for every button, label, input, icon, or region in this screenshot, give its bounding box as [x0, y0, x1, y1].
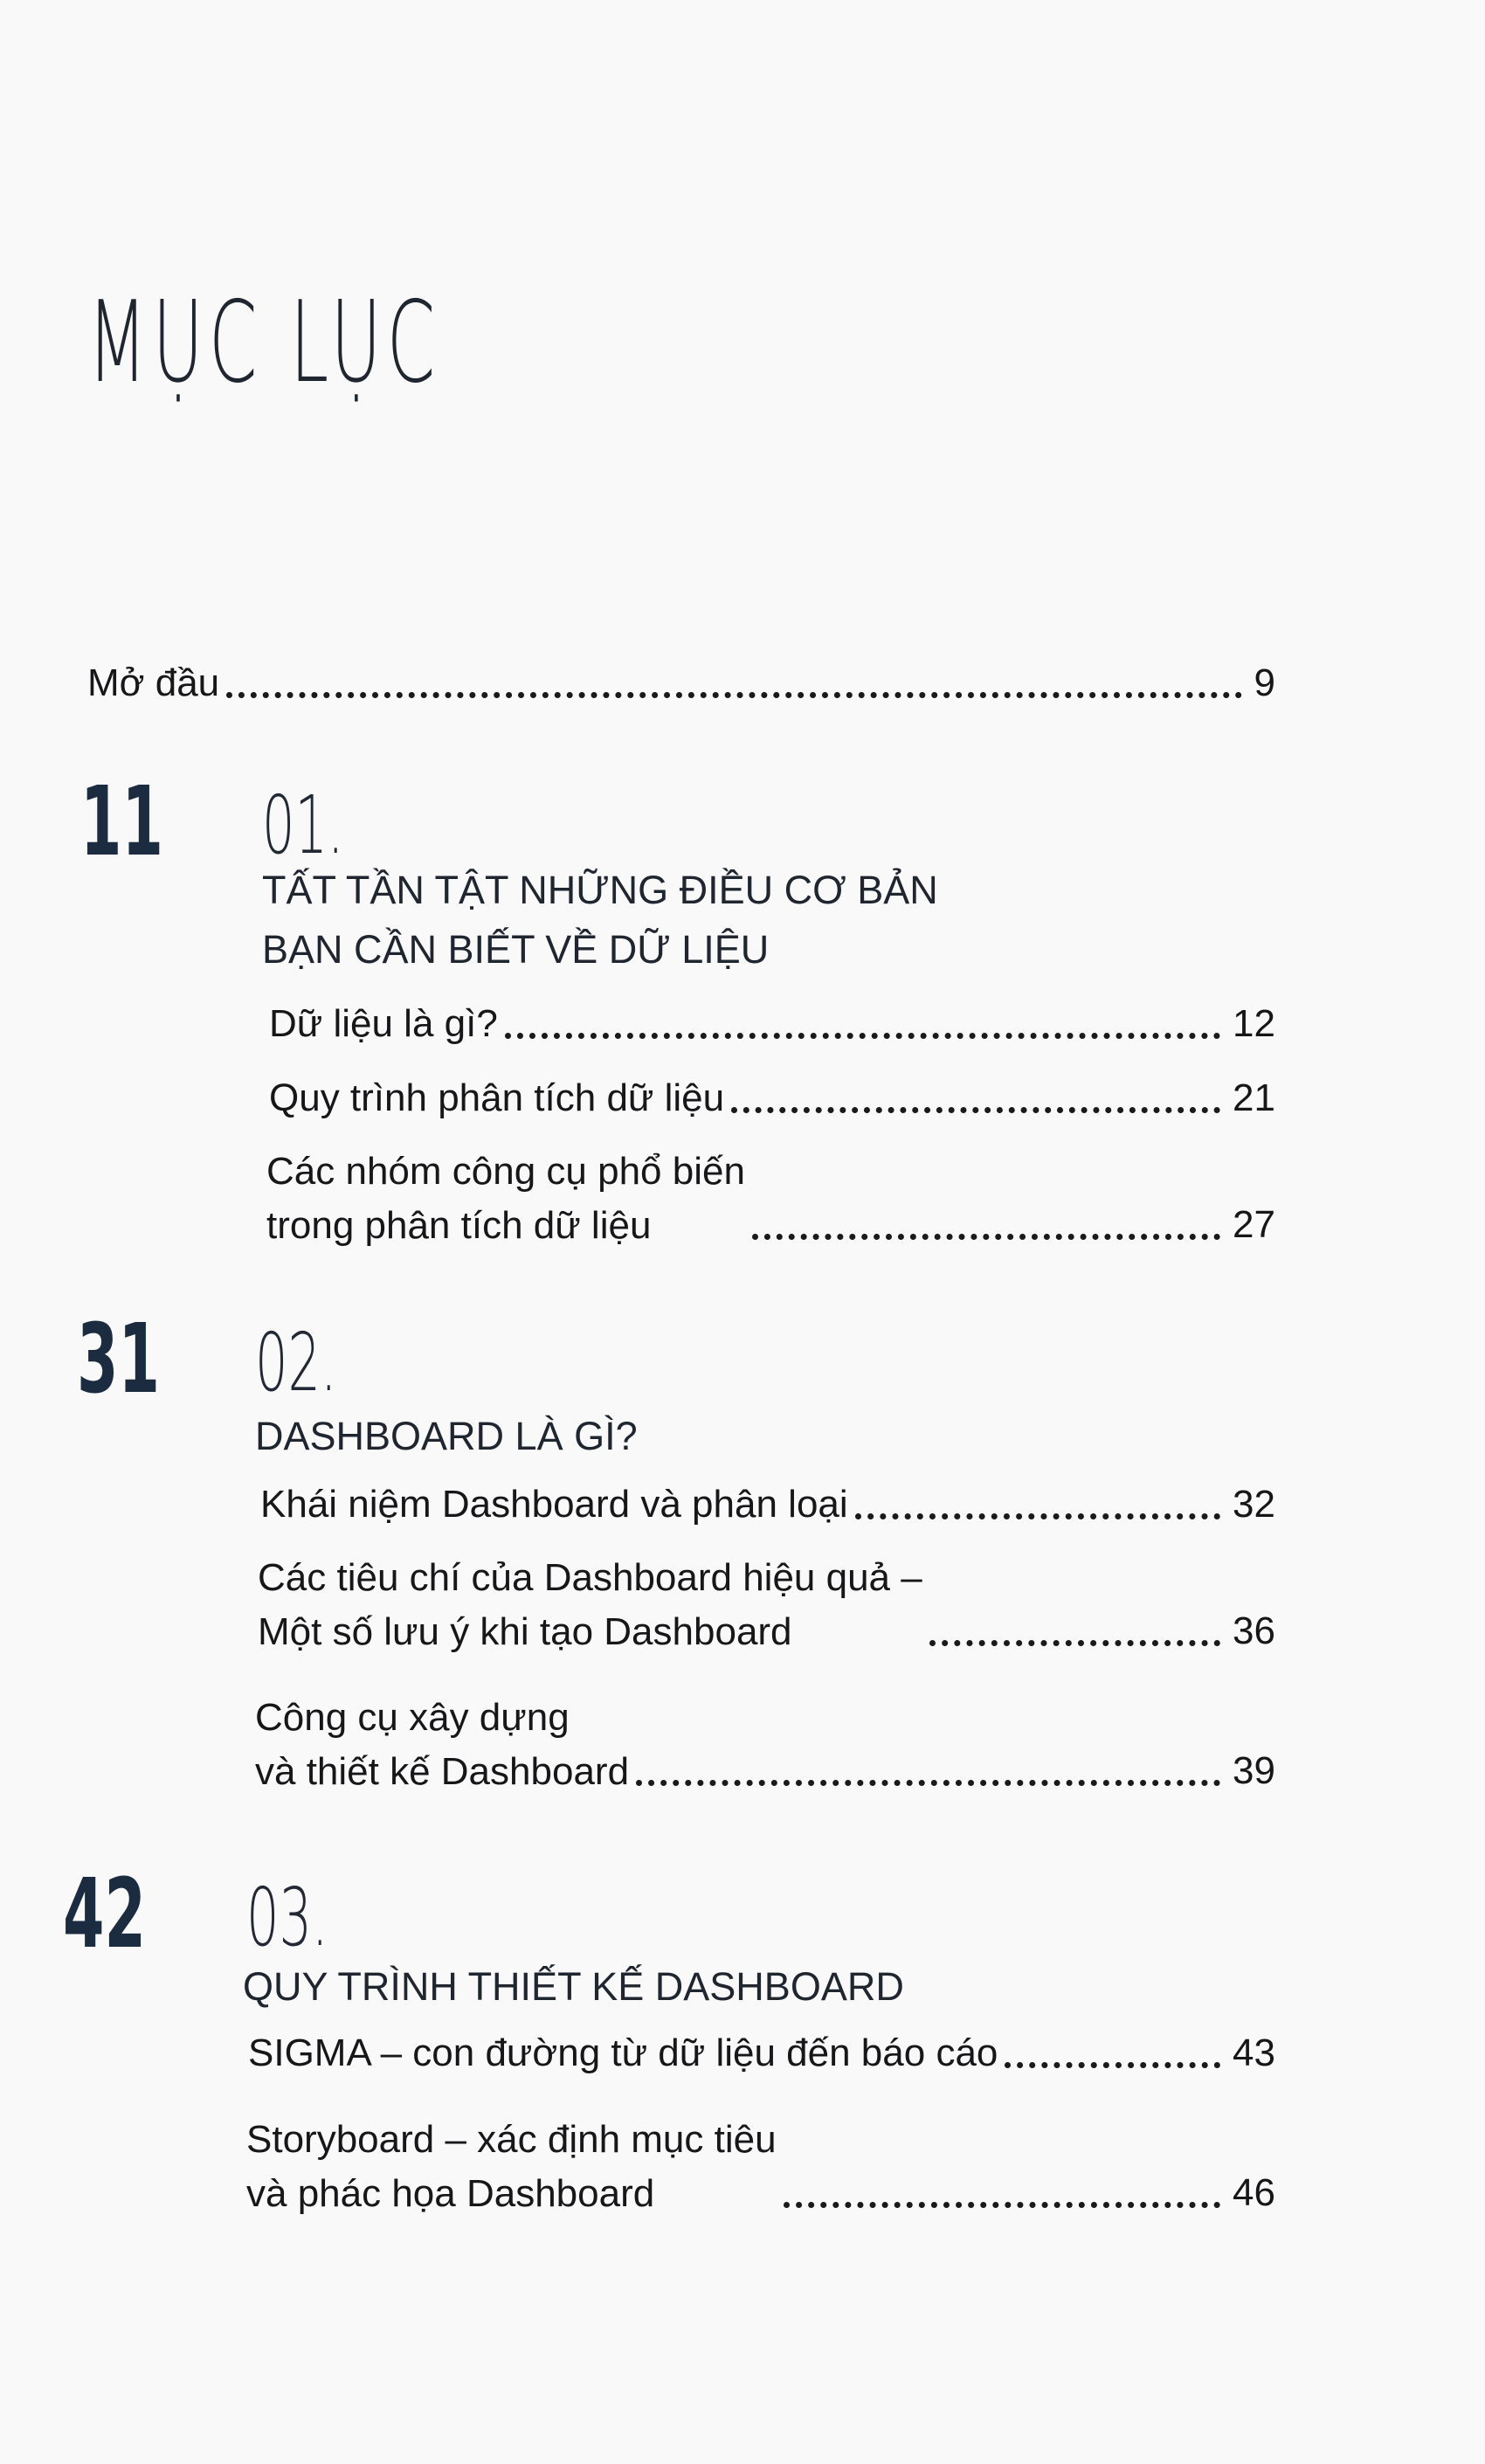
- entry-page-number: 21: [1233, 1076, 1275, 1119]
- toc-entry[interactable]: [260, 1477, 1275, 1533]
- entry-label: Quy trình phân tích dữ liệu: [269, 1076, 725, 1119]
- entry-label: Khái niệm Dashboard và phân loại: [260, 1483, 848, 1526]
- toc-entry[interactable]: [246, 2113, 1275, 2221]
- entry-page-number: 9: [1254, 661, 1275, 704]
- toc-entry-intro[interactable]: [87, 655, 1275, 711]
- chapter-start-page: 31: [77, 1303, 160, 1415]
- chapter-number: 02.: [255, 1316, 337, 1409]
- entry-page-number: 43: [1233, 2031, 1275, 2074]
- entry-label: Các tiêu chí của Dashboard hiệu quả – Một số lưu ý khi tạo Dashboard: [258, 1556, 922, 1653]
- entry-page-number: 46: [1233, 2171, 1275, 2214]
- dot-leader: [752, 1234, 1220, 1240]
- chapter-title: DASHBOARD LÀ GÌ?: [255, 1414, 638, 1458]
- entry-label: Dữ liệu là gì?: [269, 1002, 498, 1045]
- entry-page-number: 39: [1233, 1749, 1275, 1792]
- entry-label: Các nhóm công cụ phổ biến trong phân tích dữ liệu: [266, 1150, 745, 1247]
- chapter-number: 03.: [246, 1871, 328, 1964]
- entry-label: Công cụ xây dựng và thiết kế Dashboard: [255, 1696, 630, 1793]
- entry-page-number: 27: [1233, 1203, 1275, 1246]
- chapter-title: TẤT TẦN TẬT NHỮNG ĐIỀU CƠ BẢN BẠN CẦN BIẾT VỀ DỮ LIỆU: [262, 868, 938, 972]
- toc-entry[interactable]: [269, 1070, 1275, 1126]
- dot-leader: [855, 1513, 1220, 1519]
- entry-label: Mở đầu: [87, 661, 220, 704]
- toc-entry[interactable]: [255, 1691, 1275, 1799]
- dot-leader: [929, 1640, 1220, 1646]
- entry-label: SIGMA – con đường từ dữ liệu đến báo cáo: [248, 2031, 998, 2074]
- dot-leader: [784, 2202, 1221, 2208]
- entry-page-number: 12: [1233, 1002, 1275, 1045]
- dot-leader: [731, 1107, 1220, 1113]
- toc-entry[interactable]: [248, 2025, 1275, 2081]
- chapter-title: QUY TRÌNH THIẾT KẾ DASHBOARD: [243, 1964, 904, 2009]
- dot-leader: [505, 1033, 1220, 1039]
- toc-entry[interactable]: [258, 1551, 1275, 1659]
- entry-label: Storyboard – xác định mục tiêu và phác họa Dashboard: [246, 2118, 777, 2215]
- entry-page-number: 36: [1233, 1609, 1275, 1652]
- toc-entry[interactable]: [269, 996, 1275, 1052]
- toc-entry[interactable]: [266, 1145, 1275, 1253]
- dot-leader: [636, 1780, 1220, 1786]
- toc-title: MỤC LỤC: [87, 278, 441, 408]
- dot-leader: [1005, 2062, 1220, 2068]
- chapter-start-page: 42: [63, 1858, 146, 1969]
- chapter-start-page: 11: [80, 765, 163, 877]
- entry-page-number: 32: [1233, 1483, 1275, 1526]
- dot-leader: [226, 692, 1241, 698]
- chapter-number: 01.: [262, 779, 344, 872]
